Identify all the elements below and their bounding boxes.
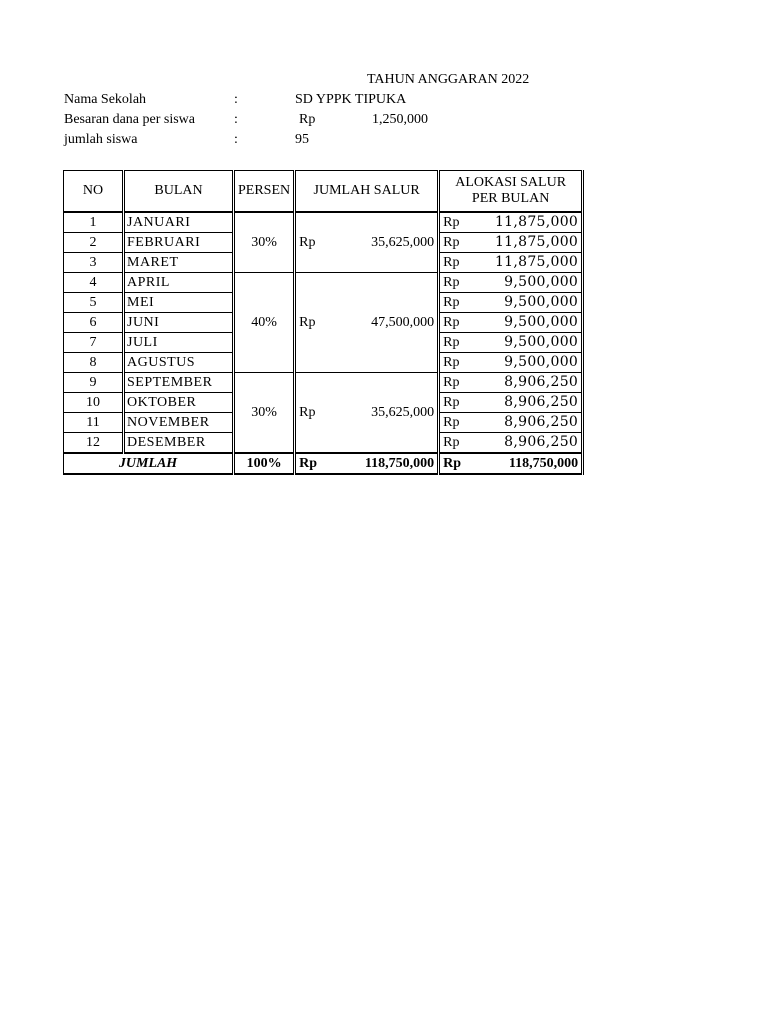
row-no: 2 (64, 233, 124, 253)
header-bulan: BULAN (124, 171, 234, 213)
fund-per-student-value: 1,250,000 (372, 112, 428, 127)
total-label: JUMLAH (64, 453, 234, 474)
table-row (64, 373, 583, 393)
group-persen: 40% (234, 273, 295, 373)
student-count-value: 95 (295, 132, 309, 147)
row-no: 6 (64, 313, 124, 333)
row-bulan: NOVEMBER (124, 413, 234, 433)
row-no: 9 (64, 373, 124, 393)
row-alokasi: 9,500,000 (471, 353, 583, 373)
group-persen: 30% (234, 373, 295, 454)
total-row (64, 453, 583, 474)
row-bulan: MARET (124, 253, 234, 273)
row-alokasi: 11,875,000 (471, 212, 583, 233)
allocation-table (63, 170, 584, 475)
table-header-row (64, 171, 583, 213)
row-alokasi: 9,500,000 (471, 333, 583, 353)
row-rp: Rp (439, 333, 471, 353)
total-jumlah-salur: 118,750,000 (335, 453, 439, 474)
group-persen: 30% (234, 212, 295, 273)
table-row (64, 212, 583, 233)
header-no: NO (64, 171, 124, 213)
row-no: 4 (64, 273, 124, 293)
row-bulan: AGUSTUS (124, 353, 234, 373)
row-no: 1 (64, 212, 124, 233)
row-alokasi: 8,906,250 (471, 433, 583, 454)
row-rp: Rp (439, 353, 471, 373)
row-alokasi: 9,500,000 (471, 273, 583, 293)
fund-per-student-label: Besaran dana per siswa (64, 112, 196, 127)
group-rp: Rp (295, 373, 335, 454)
row-no: 3 (64, 253, 124, 273)
total-rp: Rp (295, 453, 335, 474)
row-rp: Rp (439, 212, 471, 233)
row-alokasi: 9,500,000 (471, 293, 583, 313)
row-bulan: OKTOBER (124, 393, 234, 413)
student-count-colon: : (234, 132, 238, 147)
row-bulan: JANUARI (124, 212, 234, 233)
row-bulan: MEI (124, 293, 234, 313)
group-jumlah-salur: 35,625,000 (335, 212, 439, 273)
group-jumlah-salur: 35,625,000 (335, 373, 439, 454)
row-no: 12 (64, 433, 124, 454)
budget-year-title: TAHUN ANGGARAN 2022 (367, 72, 530, 87)
row-rp: Rp (439, 313, 471, 333)
row-rp: Rp (439, 273, 471, 293)
row-no: 8 (64, 353, 124, 373)
row-rp: Rp (439, 393, 471, 413)
row-alokasi: 8,906,250 (471, 413, 583, 433)
total-persen: 100% (234, 453, 295, 474)
row-rp: Rp (439, 233, 471, 253)
row-bulan: DESEMBER (124, 433, 234, 454)
header-alokasi (439, 171, 583, 213)
group-rp: Rp (295, 212, 335, 273)
row-no: 11 (64, 413, 124, 433)
row-alokasi: 9,500,000 (471, 313, 583, 333)
row-rp: Rp (439, 373, 471, 393)
row-alokasi: 8,906,250 (471, 393, 583, 413)
row-no: 10 (64, 393, 124, 413)
fund-per-student-currency: Rp (299, 112, 316, 127)
group-jumlah-salur: 47,500,000 (335, 273, 439, 373)
school-name-label: Nama Sekolah (64, 92, 147, 107)
row-alokasi: 11,875,000 (471, 233, 583, 253)
total-alokasi-rp: Rp (439, 453, 471, 474)
school-name-colon: : (234, 92, 238, 107)
group-rp: Rp (295, 273, 335, 373)
row-rp: Rp (439, 413, 471, 433)
row-alokasi: 8,906,250 (471, 373, 583, 393)
school-name-value: SD YPPK TIPUKA (295, 92, 407, 107)
header-persen: PERSEN (234, 171, 295, 213)
header-jumlah-salur: JUMLAH SALUR (295, 171, 439, 213)
row-bulan: FEBRUARI (124, 233, 234, 253)
row-rp: Rp (439, 433, 471, 454)
fund-per-student-colon: : (234, 112, 238, 127)
total-alokasi: 118,750,000 (471, 453, 583, 474)
row-rp: Rp (439, 253, 471, 273)
row-bulan: SEPTEMBER (124, 373, 234, 393)
header-alokasi-line2: PER BULAN (471, 191, 550, 206)
row-rp: Rp (439, 293, 471, 313)
row-bulan: JULI (124, 333, 234, 353)
row-alokasi: 11,875,000 (471, 253, 583, 273)
student-count-label: jumlah siswa (64, 132, 138, 147)
header-alokasi-line1: ALOKASI SALUR (455, 175, 567, 190)
table-row (64, 273, 583, 293)
row-no: 5 (64, 293, 124, 313)
row-bulan: JUNI (124, 313, 234, 333)
row-no: 7 (64, 333, 124, 353)
row-bulan: APRIL (124, 273, 234, 293)
